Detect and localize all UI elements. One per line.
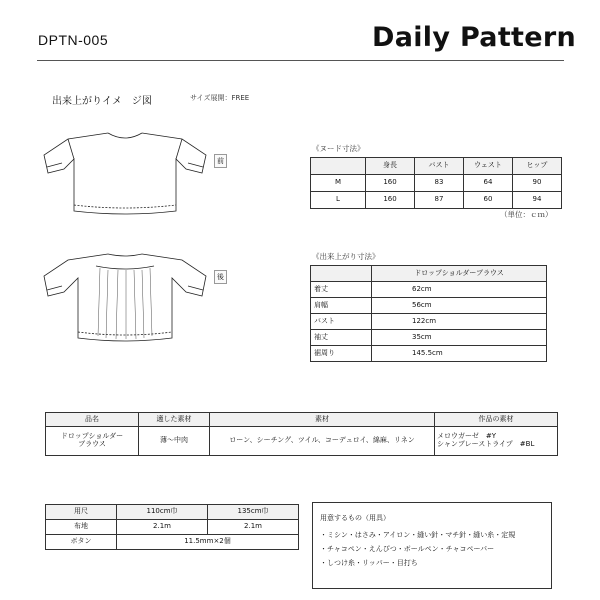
- table-row: [311, 175, 562, 192]
- table-cell: 11.5mm×2個: [117, 535, 299, 550]
- fabrics-cell: ローン、シーチング、ツイル、コーデュロイ、綿麻、リネン: [210, 427, 435, 456]
- nude-size-table: [310, 157, 562, 209]
- table-header: バスト: [415, 158, 464, 175]
- table-header: [311, 158, 366, 175]
- table-header-row: [311, 158, 562, 175]
- pattern-code: DPTN-005: [38, 32, 109, 48]
- illustration-title: 出来上がりイメ ジ図: [52, 96, 152, 107]
- table-row: [311, 298, 547, 314]
- table-cell: 160: [366, 192, 415, 209]
- size-info: サイズ展開：FREE: [190, 94, 250, 102]
- yardage-table: [45, 504, 299, 550]
- table-row: [46, 535, 299, 550]
- table-cell-value: 35cm: [372, 330, 547, 346]
- table-cell: 160: [366, 175, 415, 192]
- table-header: ウェスト: [464, 158, 513, 175]
- finished-size-title: 《出来上がり寸法》: [312, 252, 380, 261]
- table-header: 135cm巾: [208, 505, 299, 520]
- item-name-line: ドロップショルダー: [60, 432, 124, 441]
- table-cell: 90: [513, 175, 562, 192]
- unit-note: （単位：ｃｍ）: [500, 210, 553, 219]
- table-header: 適した素材: [139, 413, 210, 427]
- item-name-cell: [46, 427, 139, 456]
- item-name-line: ブラウス: [78, 440, 106, 448]
- table-header-row: [46, 413, 558, 427]
- tools-title: 用意するもの（用具）: [320, 514, 390, 522]
- table-header: 身長: [366, 158, 415, 175]
- table-cell-label: ボタン: [46, 535, 117, 550]
- sample-cell: [435, 427, 558, 456]
- table-cell: 87: [415, 192, 464, 209]
- table-row: [311, 330, 547, 346]
- table-cell-value: 145.5cm: [372, 346, 547, 362]
- table-cell-label: バスト: [311, 314, 372, 330]
- table-cell-label: 布地: [46, 520, 117, 535]
- table-header: ヒップ: [513, 158, 562, 175]
- table-header: 品名: [46, 413, 139, 427]
- table-row: [46, 520, 299, 535]
- table-header: 用尺: [46, 505, 117, 520]
- table-cell: 64: [464, 175, 513, 192]
- table-cell-value: 62cm: [372, 282, 547, 298]
- back-view-illustration: [38, 248, 213, 348]
- front-view-illustration: [38, 125, 213, 220]
- table-row: [311, 346, 547, 362]
- table-cell: 2.1m: [208, 520, 299, 535]
- table-header: 110cm巾: [117, 505, 208, 520]
- table-cell-value: 122cm: [372, 314, 547, 330]
- table-header-empty: [311, 266, 372, 282]
- table-cell: 60: [464, 192, 513, 209]
- table-header: ドロップショルダーブラウス: [372, 266, 547, 282]
- suitable-cell: 薄～中肉: [139, 427, 210, 456]
- sample-line: シャンブレーストライプ #BL: [437, 440, 535, 448]
- list-item: ・しつけ糸・リッパー・目打ち: [320, 559, 418, 567]
- table-cell-label: 袖丈: [311, 330, 372, 346]
- table-cell: L: [311, 192, 366, 209]
- header-divider: [37, 60, 564, 61]
- table-cell: 2.1m: [117, 520, 208, 535]
- table-header: 作品の素材: [435, 413, 558, 427]
- brand-title: Daily Pattern: [372, 22, 576, 53]
- tools-list: [320, 528, 515, 570]
- table-header-row: [311, 266, 547, 282]
- table-cell: 94: [513, 192, 562, 209]
- table-cell-label: 裾周り: [311, 346, 372, 362]
- list-item: ・チャコペン・えんぴつ・ボールペン・チャコペーパー: [320, 545, 495, 553]
- table-cell-value: 56cm: [372, 298, 547, 314]
- sample-line: メロウガーゼ #Y: [437, 432, 497, 441]
- table-cell: M: [311, 175, 366, 192]
- front-label: 前: [214, 154, 227, 168]
- list-item: ・ミシン・はさみ・アイロン・縫い針・マチ針・縫い糸・定規: [320, 531, 516, 539]
- back-label: 後: [214, 270, 227, 284]
- table-cell-label: 着丈: [311, 282, 372, 298]
- table-row: [311, 282, 547, 298]
- nude-size-title: 《ヌード寸法》: [312, 144, 365, 153]
- table-header-row: [46, 505, 299, 520]
- table-row: [311, 192, 562, 209]
- table-row: [46, 427, 558, 456]
- table-cell-label: 肩幅: [311, 298, 372, 314]
- materials-table: [45, 412, 558, 456]
- table-row: [311, 314, 547, 330]
- table-header: 素材: [210, 413, 435, 427]
- finished-size-table: [310, 265, 547, 362]
- table-cell: 83: [415, 175, 464, 192]
